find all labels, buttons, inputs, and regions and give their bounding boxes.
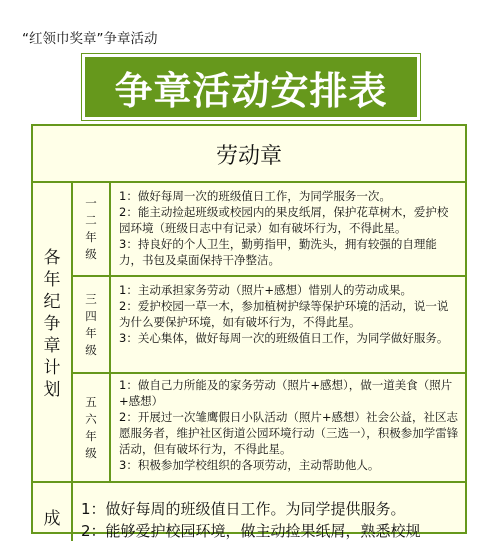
list-item: 1：做自己力所能及的家务劳动（照片+感想），做一道美食（照片+感想）: [119, 378, 453, 408]
list-item: 2：能主动捡起班级或校园内的果皮纸屑，保护花草树木，爱护校园环境（班级日志中有记录）如有破坏行为，不得此星。: [119, 205, 449, 235]
bottom-divider: [33, 481, 465, 483]
page-caption: “红领巾奖章”争章活动: [22, 31, 158, 47]
title-banner: [82, 54, 420, 120]
grade-3-4-items: [119, 282, 459, 346]
list-item: 1：主动承担家务劳动（照片+感想）惜别人的劳动成果。: [119, 283, 412, 297]
list-item: 1：做好每周的班级值日工作。为同学提供服务。: [81, 500, 406, 518]
grade-label-1-2: 一 二 年 级: [85, 196, 97, 261]
bottom-section-label: 成: [43, 509, 61, 529]
list-item: 2：能够爱护校园环境，做主动捡果纸屑，熟悉校规: [81, 522, 421, 540]
table-header: 劳动章: [215, 143, 282, 169]
row-divider-2: [71, 372, 465, 374]
list-item: 3：关心集体，做好每周一次的班级值日工作，为同学做好服务。: [119, 331, 449, 345]
list-item: 3：积极参加学校组织的各项劳动，主动帮助他人。: [119, 458, 380, 472]
section-label: 各 年 纪 争 章 计 划: [43, 248, 61, 400]
grade-divider: [109, 181, 111, 481]
schedule-table: [31, 124, 467, 540]
grade-5-6-items: [119, 377, 459, 473]
bottom-section-divider: [71, 481, 73, 541]
grade-1-2-items: [119, 188, 459, 268]
list-item: 1：做好每周一次的班级值日工作，为同学服务一次。: [119, 189, 391, 203]
grade-label-3-4: 三 四 年 级: [85, 291, 97, 357]
banner-title: 争章活动安排表: [114, 68, 388, 113]
row-divider-1: [71, 275, 465, 277]
list-item: 3：持良好的个人卫生，勤剪指甲，勤洗头，拥有较强的自理能力，书包及桌面保持干净整洁。: [119, 237, 437, 267]
bottom-items: [81, 498, 461, 542]
list-item: 2：开展过一次雏鹰假日小队活动（照片+感想）社会公益，社区志愿服务者，维护社区街道公园环境行动（三选一），积极参加学雷锋活动，但有破坏行为，不得此星。: [119, 410, 459, 456]
list-item: 2：爱护校园一草一木，参加植树护绿等保护环境的活动，说一说为什么要保护环境，如有破坏行为，不得此星。: [119, 299, 449, 329]
grade-label-5-6: 五 六 年 级: [85, 394, 97, 460]
